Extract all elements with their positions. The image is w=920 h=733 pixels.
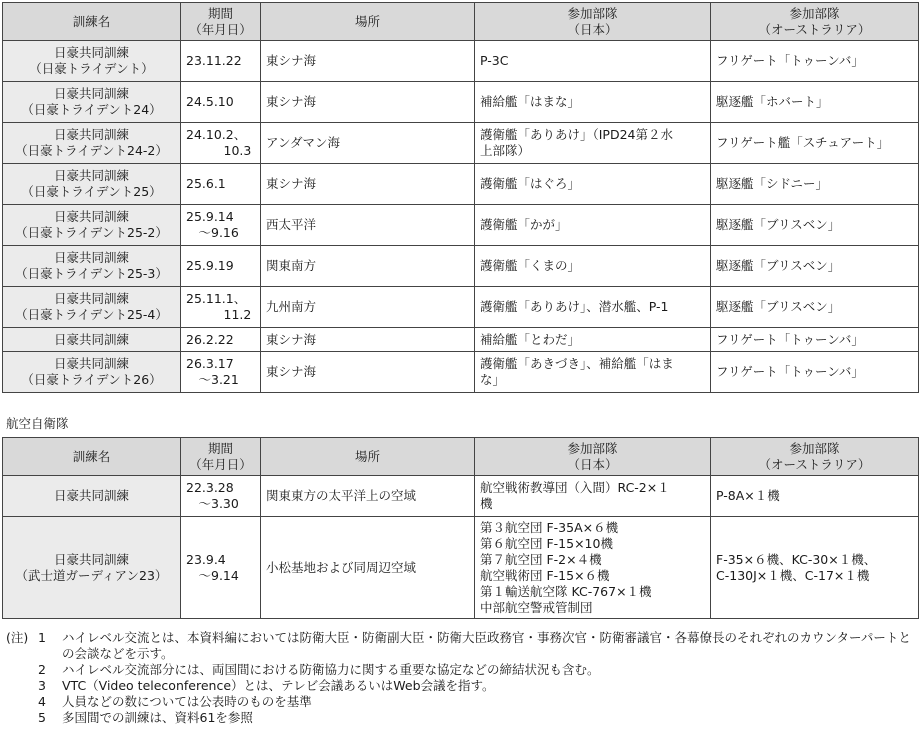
place-cell: 東シナ海 (261, 82, 475, 123)
header-period: 期間 （年月日） (181, 438, 261, 476)
australia-units-cell: 駆逐艦「ブリスベン」 (711, 287, 919, 328)
exercise-name-cell: 日豪共同訓練 (3, 328, 181, 352)
japan-units-cell: 護衛艦「かが」 (475, 205, 711, 246)
header-australia: 参加部隊 （オーストラリア） (711, 3, 919, 41)
note-number: 1 (38, 630, 46, 645)
note-prefix: (注) (6, 630, 29, 645)
table-row (3, 123, 919, 164)
place-cell: 西太平洋 (261, 205, 475, 246)
place-cell: 関東南方 (261, 246, 475, 287)
exercise-name-cell: 日豪共同訓練 （武士道ガーディアン23） (3, 517, 181, 619)
japan-units-cell: 第３航空団 F-35A×６機 第６航空団 F-15×10機 第７航空団 F-2×４機 航空戦術団 F-15×６機 第１輸送航空隊 KC-767×１機 中部航空警戒管制団 (475, 517, 711, 619)
notes (6, 630, 916, 726)
note-text: ハイレベル交流部分には、両国間における防衛協力に関する重要な協定などの締結状況も含む。 (62, 662, 600, 677)
header-place: 場所 (261, 3, 475, 41)
exercise-name-cell: 日豪共同訓練 （日豪トライデント25-2） (3, 205, 181, 246)
note-item (6, 630, 916, 662)
note-number: 5 (38, 710, 46, 725)
note-item (6, 662, 916, 678)
australia-units-cell: F-35×６機、KC-30×１機、 C-130J×１機、C-17×１機 (711, 517, 919, 619)
air-exercises-table (2, 437, 919, 619)
section-title-air-self-defense-force: 航空自衛隊 (6, 416, 69, 431)
maritime-exercises-table (2, 2, 919, 393)
exercise-name-cell: 日豪共同訓練 (3, 476, 181, 517)
australia-units-cell: P-8A×１機 (711, 476, 919, 517)
japan-units-cell: 航空戦術教導団（入間）RC-2×１ 機 (475, 476, 711, 517)
period-cell: 25.9.14 ～9.16 (181, 205, 261, 246)
australia-units-cell: 駆逐艦「シドニー」 (711, 164, 919, 205)
period-cell: 25.9.19 (181, 246, 261, 287)
exercise-name-cell: 日豪共同訓練 （日豪トライデント25-3） (3, 246, 181, 287)
note-item (6, 710, 916, 726)
exercise-name-cell: 日豪共同訓練 （日豪トライデント） (3, 41, 181, 82)
period-cell: 25.11.1、 11.2 (181, 287, 261, 328)
period-cell: 26.3.17 ～3.21 (181, 352, 261, 393)
japan-units-cell: 護衛艦「あきづき」、補給艦「はま な」 (475, 352, 711, 393)
japan-units-cell: 護衛艦「ありあけ」（IPD24第２水 上部隊） (475, 123, 711, 164)
note-prefix (6, 662, 38, 678)
japan-units-cell: 補給艦「とわだ」 (475, 328, 711, 352)
header-place: 場所 (261, 438, 475, 476)
note-item (6, 694, 916, 710)
place-cell: アンダマン海 (261, 123, 475, 164)
note-number: 2 (38, 662, 46, 677)
australia-units-cell: 駆逐艦「ブリスベン」 (711, 205, 919, 246)
note-number: 4 (38, 694, 46, 709)
table-row (3, 205, 919, 246)
place-cell: 関東東方の太平洋上の空域 (261, 476, 475, 517)
header-australia: 参加部隊 （オーストラリア） (711, 438, 919, 476)
note-prefix (6, 710, 38, 726)
table-row (3, 287, 919, 328)
exercise-name-cell: 日豪共同訓練 （日豪トライデント24-2） (3, 123, 181, 164)
period-cell: 22.3.28 ～3.30 (181, 476, 261, 517)
place-cell: 東シナ海 (261, 352, 475, 393)
exercise-name-cell: 日豪共同訓練 （日豪トライデント26） (3, 352, 181, 393)
place-cell: 小松基地および同周辺空域 (261, 517, 475, 619)
place-cell: 九州南方 (261, 287, 475, 328)
japan-units-cell: 護衛艦「はぐろ」 (475, 164, 711, 205)
table-row (3, 164, 919, 205)
exercise-name-cell: 日豪共同訓練 （日豪トライデント25-4） (3, 287, 181, 328)
period-cell: 26.2.22 (181, 328, 261, 352)
australia-units-cell: フリゲート「トゥーンバ」 (711, 352, 919, 393)
australia-units-cell: 駆逐艦「ブリスベン」 (711, 246, 919, 287)
japan-units-cell: 護衛艦「ありあけ」、潜水艦、P-1 (475, 287, 711, 328)
australia-units-cell: 駆逐艦「ホバート」 (711, 82, 919, 123)
place-cell: 東シナ海 (261, 41, 475, 82)
note-text: VTC（Video teleconference）とは、テレビ会議あるいはWeb会議を指す。 (62, 678, 495, 693)
period-cell: 24.10.2、 10.3 (181, 123, 261, 164)
japan-units-cell: P-3C (475, 41, 711, 82)
exercise-name-cell: 日豪共同訓練 （日豪トライデント24） (3, 82, 181, 123)
place-cell: 東シナ海 (261, 164, 475, 205)
table-row (3, 476, 919, 517)
note-text: ハイレベル交流とは、本資料編においては防衛大臣・防衛副大臣・防衛大臣政務官・事務次官・防衛審議官・各幕僚長のそれぞれのカウンターパートとの会談などを示す。 (62, 630, 911, 661)
japan-units-cell: 補給艦「はまな」 (475, 82, 711, 123)
table-row (3, 328, 919, 352)
note-number: 3 (38, 678, 46, 693)
header-name: 訓練名 (3, 3, 181, 41)
period-cell: 24.5.10 (181, 82, 261, 123)
table-row (3, 41, 919, 82)
note-item (6, 678, 916, 694)
header-period: 期間 （年月日） (181, 3, 261, 41)
australia-units-cell: フリゲート「トゥーンバ」 (711, 41, 919, 82)
header-japan: 参加部隊 （日本） (475, 3, 711, 41)
table-row (3, 352, 919, 393)
period-cell: 23.11.22 (181, 41, 261, 82)
australia-units-cell: フリゲート艦「スチュアート」 (711, 123, 919, 164)
note-prefix (6, 694, 38, 710)
table-row (3, 82, 919, 123)
exercise-name-cell: 日豪共同訓練 （日豪トライデント25） (3, 164, 181, 205)
table-row (3, 246, 919, 287)
table-row (3, 517, 919, 619)
note-prefix (6, 678, 38, 694)
header-name: 訓練名 (3, 438, 181, 476)
period-cell: 23.9.4 ～9.14 (181, 517, 261, 619)
note-text: 人員などの数については公表時のものを基準 (62, 694, 312, 709)
place-cell: 東シナ海 (261, 328, 475, 352)
header-japan: 参加部隊 （日本） (475, 438, 711, 476)
japan-units-cell: 護衛艦「くまの」 (475, 246, 711, 287)
australia-units-cell: フリゲート「トゥーンバ」 (711, 328, 919, 352)
period-cell: 25.6.1 (181, 164, 261, 205)
note-text: 多国間での訓練は、資料61を参照 (62, 710, 253, 725)
